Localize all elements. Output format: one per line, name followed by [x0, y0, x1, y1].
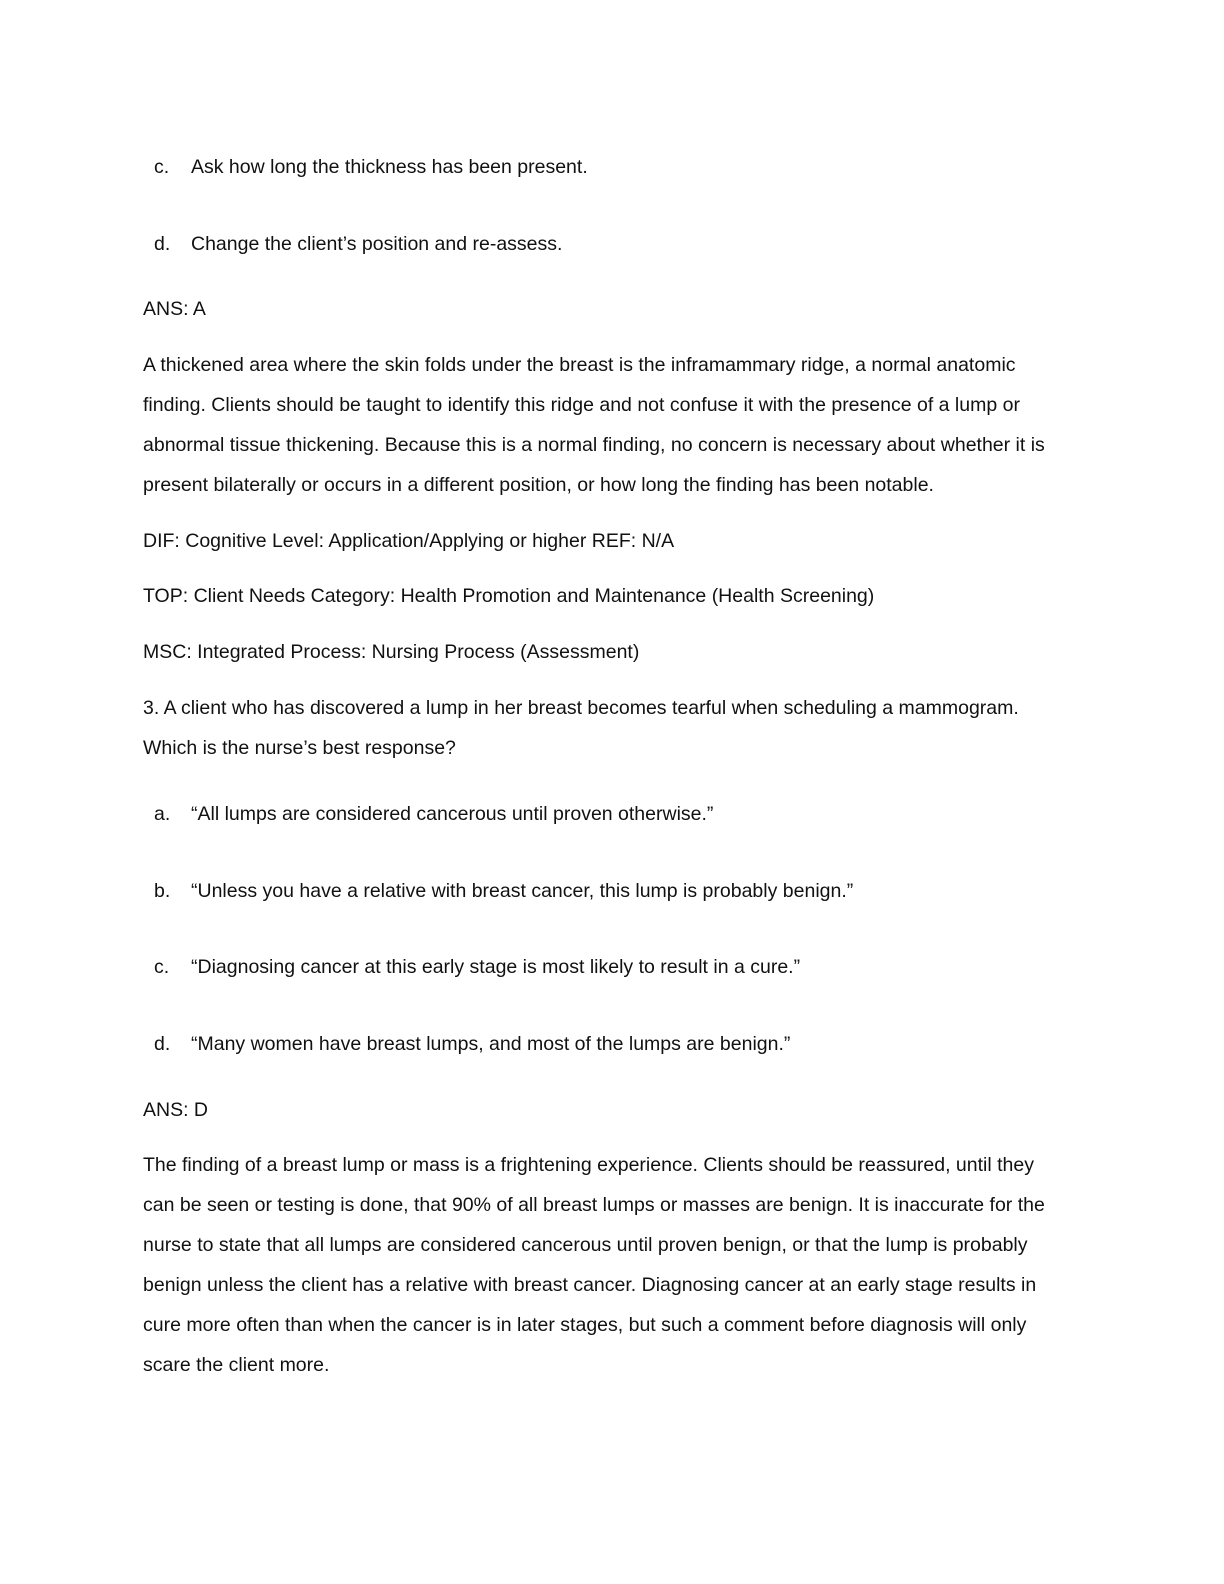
stem-line: Which is the nurse’s best response? — [143, 737, 456, 759]
option-letter: b. — [154, 880, 171, 902]
option-text: Change the client’s position and re-assess. — [191, 233, 563, 255]
option-letter: d. — [154, 1033, 171, 1055]
rationale-line: nurse to state that all lumps are considered cancerous until proven benign, or that the lump is probably — [143, 1234, 1028, 1256]
option-letter: d. — [154, 233, 171, 255]
rationale-line: abnormal tissue thickening. Because this is a normal finding, no concern is necessary about whether it is — [143, 434, 1045, 456]
rationale-line: The finding of a breast lump or mass is a frightening experience. Clients should be reassured, until they — [143, 1154, 1034, 1176]
rationale-line: cure more often than when the cancer is in later stages, but such a comment before diagnosis will only — [143, 1314, 1027, 1336]
rationale-line: can be seen or testing is done, that 90% of all breast lumps or masses are benign. It is inaccurate for the — [143, 1194, 1045, 1216]
stem-line: 3. A client who has discovered a lump in her breast becomes tearful when scheduling a mammogram. — [143, 697, 1019, 719]
option-letter: c. — [154, 156, 170, 178]
q2-difficulty: DIF: Cognitive Level: Application/Applying or higher REF: N/A — [143, 530, 675, 552]
rationale-line: A thickened area where the skin folds under the breast is the inframammary ridge, a normal anatomic — [143, 354, 1016, 376]
rationale-line: finding. Clients should be taught to identify this ridge and not confuse it with the presence of a lump or — [143, 394, 1020, 416]
option-text: “Many women have breast lumps, and most of the lumps are benign.” — [191, 1033, 791, 1055]
q3-answer: ANS: D — [143, 1099, 209, 1121]
rationale-line: present bilaterally or occurs in a different position, or how long the finding has been notable. — [143, 474, 934, 496]
q2-rationale — [143, 345, 1073, 505]
option-text: Ask how long the thickness has been present. — [191, 156, 588, 178]
q2-answer: ANS: A — [143, 298, 206, 320]
option-letter: c. — [154, 956, 170, 978]
option-text: “Diagnosing cancer at this early stage is most likely to result in a cure.” — [191, 956, 801, 978]
option-text: “Unless you have a relative with breast cancer, this lump is probably benign.” — [191, 880, 854, 902]
rationale-line: scare the client more. — [143, 1354, 330, 1376]
rationale-line: benign unless the client has a relative with breast cancer. Diagnosing cancer at an early stage results in — [143, 1274, 1037, 1296]
option-letter: a. — [154, 803, 171, 825]
q3-stem — [143, 688, 1073, 768]
q2-misc: MSC: Integrated Process: Nursing Process (Assessment) — [143, 641, 640, 663]
q3-rationale — [143, 1145, 1073, 1385]
q2-topic: TOP: Client Needs Category: Health Promotion and Maintenance (Health Screening) — [143, 585, 875, 607]
option-text: “All lumps are considered cancerous until proven otherwise.” — [191, 803, 714, 825]
